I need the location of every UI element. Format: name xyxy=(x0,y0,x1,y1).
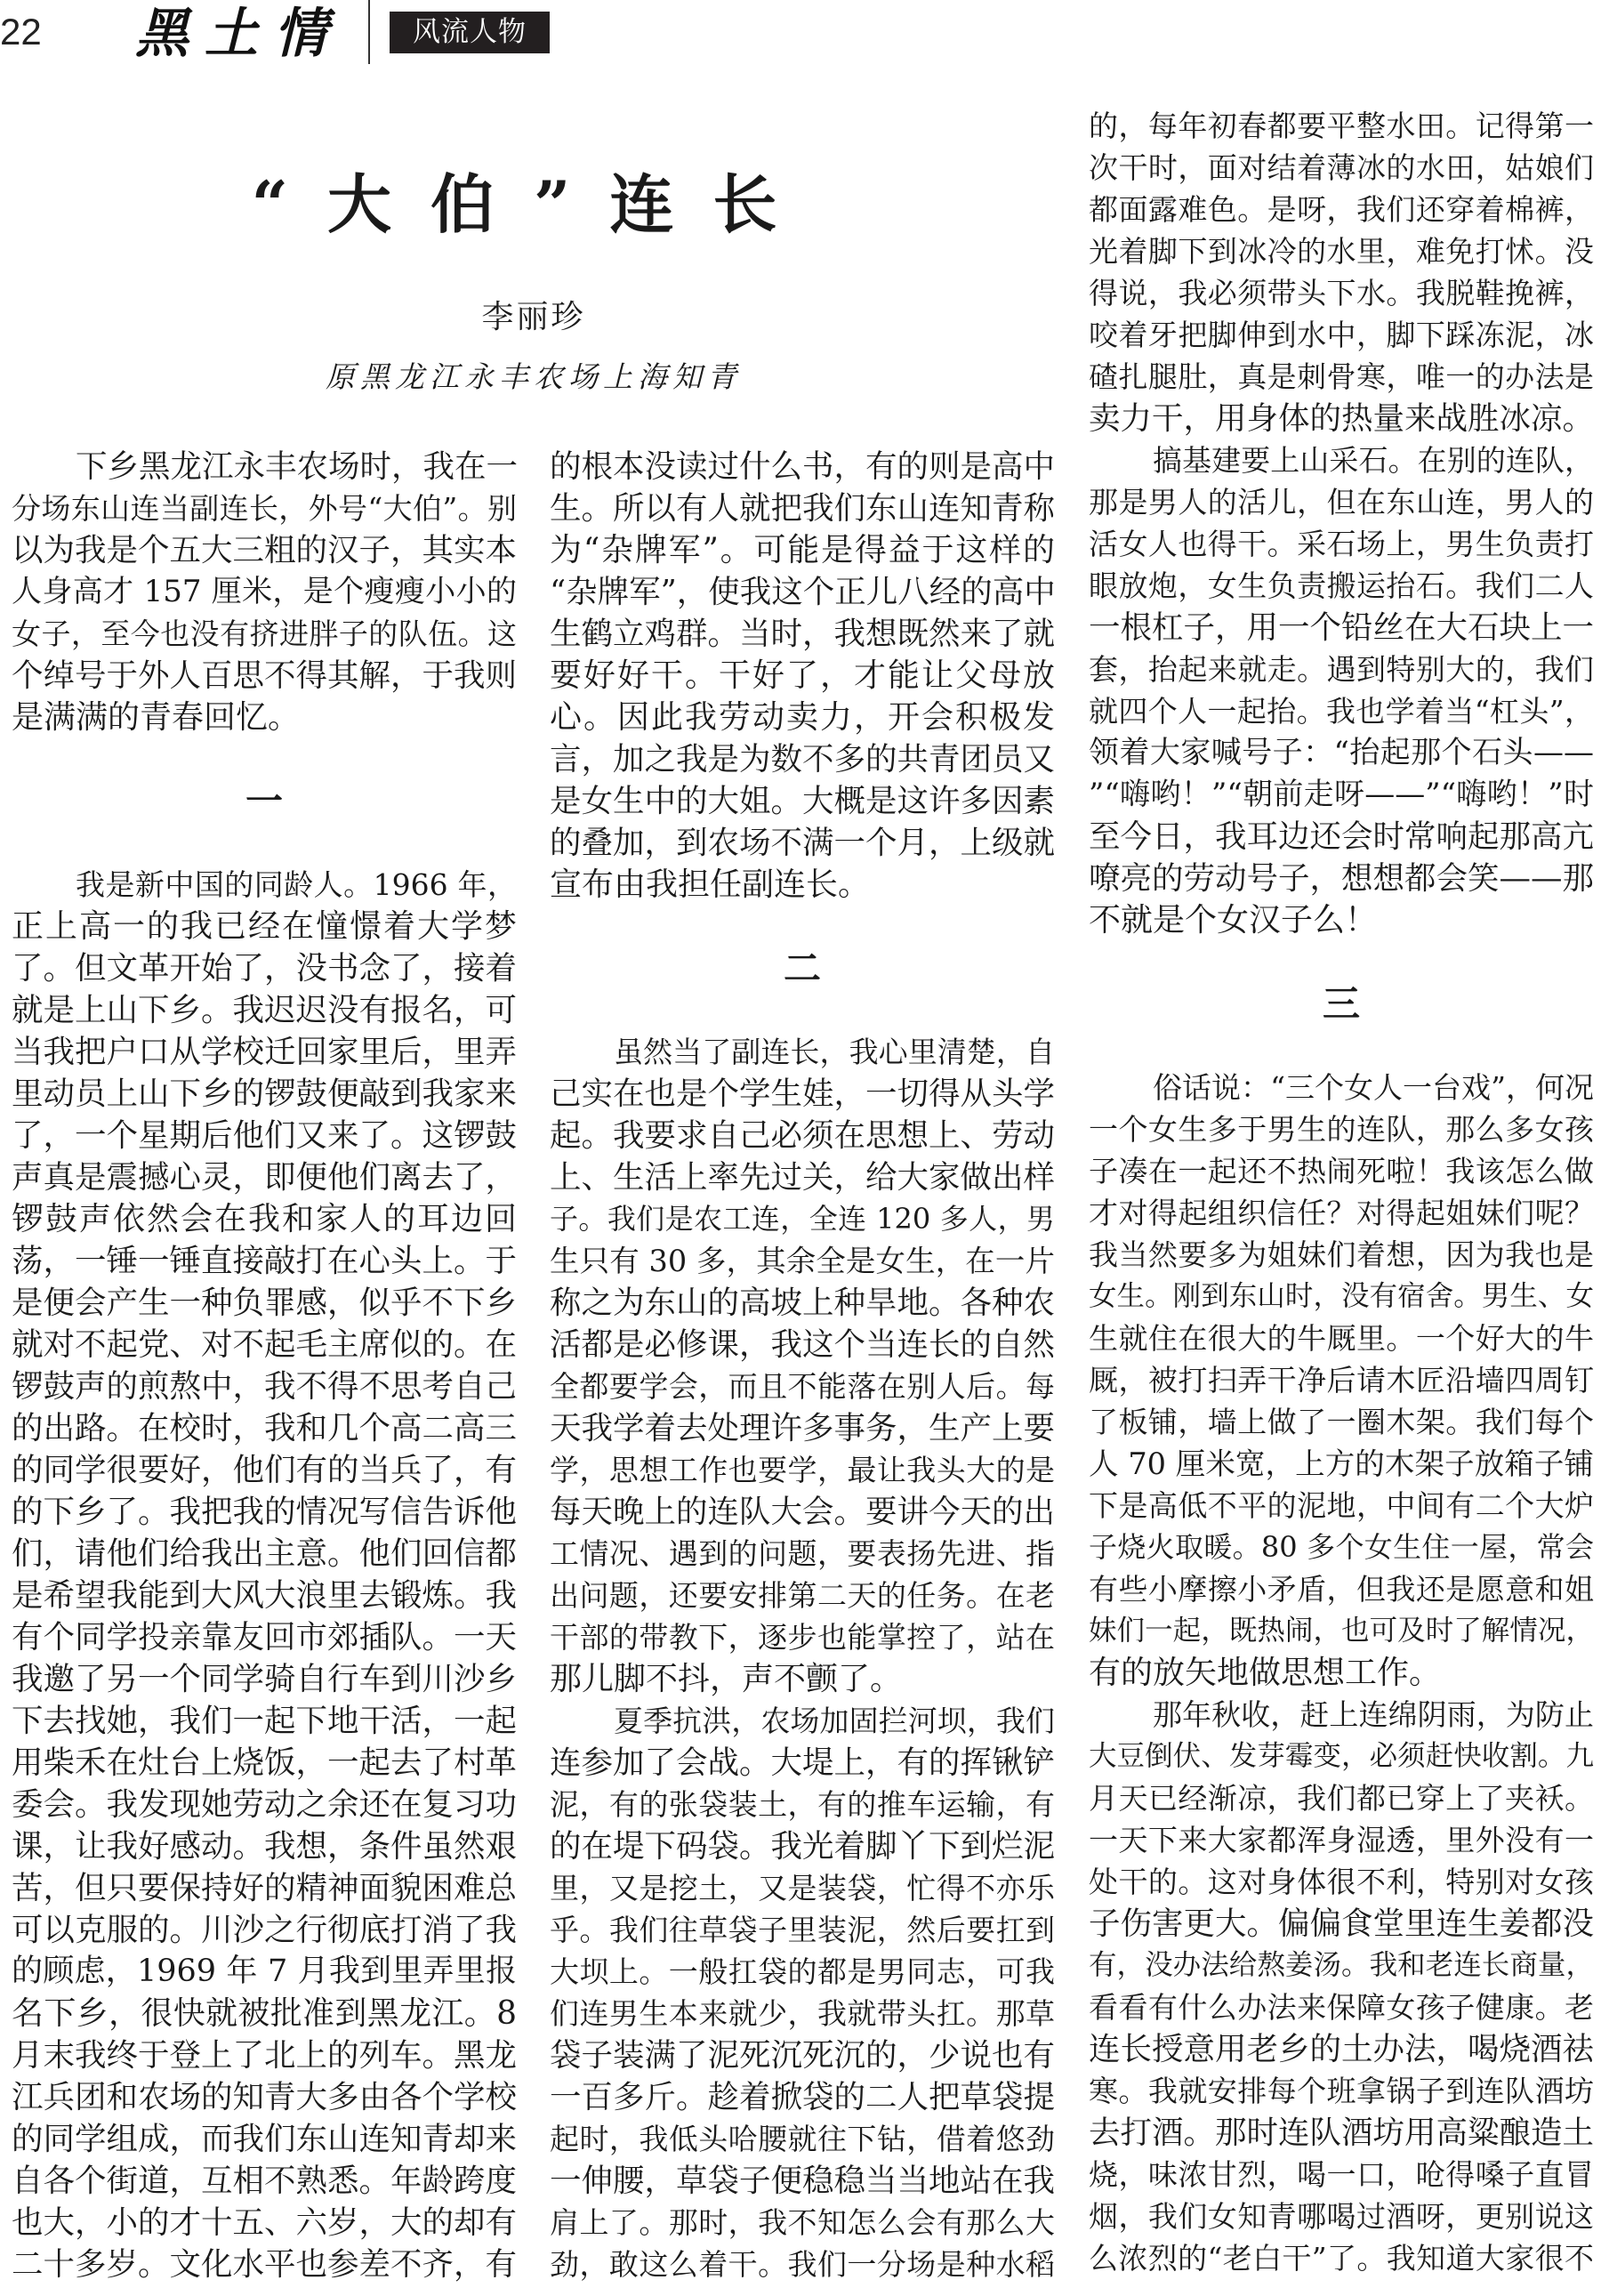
text-line: 女生。刚到东山时，没有宿舍。男生、女 xyxy=(1089,1280,1594,1312)
text-line: 干部的带教下，逐步也能掌控了，站在 xyxy=(550,1620,1055,1655)
text-line: 活女人也得干。采石场上，男生负责打 xyxy=(1089,527,1594,561)
text-line: 下去找她，我们一起下地干活，一起 xyxy=(12,1703,518,1739)
section-heading: 三 xyxy=(1322,982,1360,1026)
text-line: 领着大家喊号子：“抬起那个石头—— xyxy=(1089,735,1594,770)
text-line: 名下乡，很快就被批准到黑龙江。8 xyxy=(12,1995,517,2032)
text-line: 用柴禾在灶台上烧饭，一起去了村革 xyxy=(12,1744,518,1781)
text-line: 每天晚上的连队大会。要讲今天的出 xyxy=(550,1494,1056,1530)
text-line: 有个同学投亲靠友回市郊插队。一天 xyxy=(12,1619,518,1656)
text-line: 了。但文革开始了，没书念了，接着 xyxy=(12,950,518,987)
text-line: 那儿脚不抖，声不颤了。 xyxy=(550,1661,903,1697)
text-line: 劲，敢这么着干。我们一分场是种水稻 xyxy=(550,2247,1055,2282)
text-line: 全都要学会，而且不能落在别人后。每 xyxy=(550,1369,1055,1404)
text-line: 子。我们是农工连，全连 120 多人，男 xyxy=(550,1202,1055,1236)
text-line: 光着脚下到冰冷的水里，难免打怵。没 xyxy=(1089,234,1594,269)
text-line: 么浓烈的“老白干”了。我知道大家很不 xyxy=(1089,2241,1594,2276)
text-line: 里，又是挖土，又是装袋，忙得不亦乐 xyxy=(550,1871,1055,1905)
text-line: 不就是个女汉子么！ xyxy=(1089,902,1378,939)
text-column-2 xyxy=(550,446,1055,2285)
text-line: 那年秋收，赶上连绵阴雨，为防止 xyxy=(1153,1697,1594,1732)
text-line: 夏季抗洪，农场加固拦河坝，我们 xyxy=(614,1704,1055,1738)
text-line: 起时，我低头哈腰就往下钻，借着悠劲 xyxy=(550,2122,1055,2156)
text-line: 个绰号于外人百思不得其解，于我则 xyxy=(12,657,518,694)
paragraph xyxy=(550,446,1055,906)
text-line: 生。所以有人就把我们东山连知青称 xyxy=(550,490,1056,527)
text-line: 乎。我们往草袋子里装泥，然后要扛到 xyxy=(550,1913,1055,1947)
text-line: 们连男生本来就少，我就带头扛。那草 xyxy=(550,1996,1055,2031)
text-column-3 xyxy=(1089,105,1594,2279)
text-line: 我是新中国的同龄人。1966 年， xyxy=(76,867,517,902)
text-line: 以为我是个五大三粗的汉子，其实本 xyxy=(12,532,518,568)
text-line: 一天下来大家都浑身湿透，里外没有一 xyxy=(1089,1823,1594,1857)
text-line: 了，一个星期后他们又来了。这锣鼓 xyxy=(12,1117,518,1154)
text-line: 是女生中的大姐。大概是这许多因素 xyxy=(550,783,1056,819)
text-line: 虽然当了副连长，我心里清楚，自 xyxy=(614,1035,1055,1069)
article-author: 李丽珍 xyxy=(481,299,586,335)
author-note: 原黑龙江永丰农场上海知青 xyxy=(326,359,742,394)
text-line: 有，没办法给熬姜汤。我和老连长商量， xyxy=(1089,1949,1594,1981)
text-line: 次干时，面对结着薄冰的水田，姑娘们 xyxy=(1089,150,1594,185)
text-line: 分场东山连当副连长，外号“大伯”。别 xyxy=(12,491,517,526)
text-line: 的在堤下码袋。我光着脚丫下到烂泥 xyxy=(550,1828,1056,1865)
text-line: 去打酒。那时连队酒坊用高粱酿造土 xyxy=(1089,2115,1595,2151)
text-line: 眼放炮，女生负责搬运抬石。我们二人 xyxy=(1089,568,1594,603)
text-line: 荡，一锤一锤直接敲打在心头上。于 xyxy=(12,1243,518,1279)
text-line: 的，每年初春都要平整水田。记得第一 xyxy=(1089,109,1594,143)
paragraph xyxy=(1089,439,1594,941)
text-line: 的同学很要好，他们有的当兵了，有 xyxy=(12,1452,518,1488)
text-line: 至今日，我耳边还会时常响起那高亢 xyxy=(1089,818,1595,855)
text-line: 子烧火取暖。80 多个女生住一屋，常会 xyxy=(1089,1530,1594,1564)
text-line: 就对不起党、对不起毛主席似的。在 xyxy=(12,1326,518,1363)
text-line: 子凑在一起还不热闹死啦！我该怎么做 xyxy=(1089,1154,1594,1188)
text-line: 天我学着去处理许多事务，生产上要 xyxy=(550,1410,1056,1446)
text-line: 工情况、遇到的问题，要表扬先进、指 xyxy=(550,1536,1055,1571)
text-line: 有些小摩擦小矛盾，但我还是愿意和姐 xyxy=(1089,1572,1594,1607)
text-line: 锣鼓声依然会在我和家人的耳边回 xyxy=(12,1201,517,1237)
text-line: 得说，我必须带头下水。我脱鞋挽裤， xyxy=(1089,276,1594,310)
text-line: 学，思想工作也要学，最让我头大的是 xyxy=(550,1453,1055,1487)
text-line: 己实在也是个学生娃，一切得从头学 xyxy=(550,1075,1056,1112)
text-line: 上、生活上率先过关，给大家做出样 xyxy=(550,1159,1056,1196)
text-line: 肩上了。那时，我不知怎么会有那么大 xyxy=(550,2205,1055,2240)
text-line: 的同学组成，而我们东山连知青却来 xyxy=(12,2121,518,2157)
text-line: 我当然要多为姐妹们着想，因为我也是 xyxy=(1089,1237,1594,1272)
text-line: 一个女生多于男生的连队，那么多女孩 xyxy=(1089,1112,1594,1147)
text-line: 们，请他们给我出主意。他们回信都 xyxy=(12,1535,518,1572)
text-line: 是便会产生一种负罪感，似乎不下乡 xyxy=(12,1285,518,1321)
text-line: 就四个人一起抬。我也学着当“杠头”， xyxy=(1089,694,1594,729)
paragraph xyxy=(550,1700,1055,2285)
paragraph xyxy=(550,1031,1055,1700)
text-line: 有的放矢地做思想工作。 xyxy=(1089,1655,1442,1691)
text-line: 生只有 30 多，其余全是女生，在一片 xyxy=(550,1244,1055,1278)
text-line: 的下乡了。我把我的情况写信告诉他 xyxy=(12,1494,518,1530)
text-line: 下是高低不平的泥地，中间有二个大炉 xyxy=(1089,1488,1594,1523)
text-line: 宣布由我担任副连长。 xyxy=(550,866,871,903)
text-line: 女子，至今也没有挤进胖子的队伍。这 xyxy=(12,616,517,651)
text-line: 苦，但只要保持好的精神面貌困难总 xyxy=(12,1870,518,1906)
text-line: 课，让我好感动。我想，条件虽然艰 xyxy=(12,1828,518,1865)
text-line: 是希望我能到大风大浪里去锻炼。我 xyxy=(12,1577,518,1614)
text-line: 为“杂牌军”。可能是得益于这样的 xyxy=(550,532,1055,568)
text-column-1 xyxy=(12,446,517,2285)
text-line: 厩，被打扫弄干净后请木匠沿墙四周钉 xyxy=(1089,1363,1594,1398)
text-line: 声真是震撼心灵，即便他们离去了， xyxy=(12,1159,518,1196)
text-line: 一根杠子，用一个铅丝在大石块上一 xyxy=(1089,609,1595,646)
text-line: 我邀了另一个同学骑自行车到川沙乡 xyxy=(12,1661,518,1697)
page-number: 22 xyxy=(0,11,42,52)
text-line: 锣鼓声的煎熬中，我不得不思考自己 xyxy=(12,1368,518,1405)
text-line: 看看有什么办法来保障女孩子健康。老 xyxy=(1089,1990,1594,2025)
text-line: 大坝上。一般扛袋的都是男同志，可我 xyxy=(550,1954,1055,1989)
text-line: 都面露难色。是呀，我们还穿着棉裤， xyxy=(1089,192,1594,227)
paragraph xyxy=(1089,1067,1594,1694)
text-line: 烧，味浓甘烈，喝一口，呛得嗓子直冒 xyxy=(1089,2157,1594,2192)
text-line: 人 70 厘米宽，上方的木架子放箱子铺 xyxy=(1089,1446,1594,1481)
text-line: 称之为东山的高坡上种旱地。各种农 xyxy=(550,1285,1056,1321)
text-line: 俗话说：“三个女人一台戏”，何况 xyxy=(1153,1070,1594,1105)
text-line: ”“嗨哟！”“朝前走呀——”“嗨哟！”时 xyxy=(1089,777,1594,812)
text-line: 委会。我发现她劳动之余还在复习功 xyxy=(12,1786,518,1823)
text-line: 嘹亮的劳动号子，想想都会笑——那 xyxy=(1089,860,1595,897)
text-line: 子伤害更大。偏偏食堂里连生姜都没 xyxy=(1089,1905,1595,1942)
text-line: 搞基建要上山采石。在别的连队， xyxy=(1153,443,1594,478)
text-line: 活都是必修课，我这个当连长的自然 xyxy=(550,1326,1056,1363)
text-line: 妹们一起，既热闹，也可及时了解情况， xyxy=(1089,1615,1594,1647)
text-line: 的顾虑，1969 年 7 月我到里弄里报 xyxy=(12,1954,517,1989)
text-line: 的叠加，到农场不满一个月，上级就 xyxy=(550,825,1056,861)
text-line: 了板铺，墙上做了一圈木架。我们每个 xyxy=(1089,1405,1594,1439)
text-line: 就是上山下乡。我迟迟没有报名，可 xyxy=(12,992,518,1028)
text-line: 下乡黑龙江永丰农场时，我在一 xyxy=(76,448,519,485)
header-divider xyxy=(368,0,370,64)
text-line: 月天已经渐凉，我们都已穿上了夹袄。 xyxy=(1089,1781,1594,1816)
text-line: 月末我终于登上了北上的列车。黑龙 xyxy=(12,2037,518,2074)
text-line: 寒。我就安排每个班拿锅子到连队酒坊 xyxy=(1089,2074,1594,2108)
text-line: 套，抬起来就走。遇到特别大的，我们 xyxy=(1089,652,1594,687)
text-line: 连长授意用老乡的土办法，喝烧酒祛 xyxy=(1089,2031,1595,2067)
section-heading: 二 xyxy=(783,947,821,990)
text-line: 生就住在很大的牛厩里。一个好大的牛 xyxy=(1089,1321,1594,1356)
text-line: 连参加了会战。大堤上，有的挥锹铲 xyxy=(550,1744,1056,1781)
text-line: 才对得起组织信任？对得起姐妹们呢？ xyxy=(1089,1196,1594,1230)
section-heading: 一 xyxy=(245,779,283,823)
text-line: 咬着牙把脚伸到水中，脚下踩冻泥，冰 xyxy=(1089,318,1594,352)
text-line: 也大，小的才十五、六岁，大的却有 xyxy=(12,2204,518,2241)
text-line: 生鹤立鸡群。当时，我想既然来了就 xyxy=(550,616,1056,652)
text-line: 言，加之我是为数不多的共青团员又 xyxy=(550,741,1056,777)
text-line: 可以克服的。川沙之行彻底打消了我 xyxy=(12,1912,518,1948)
text-line: 烟，我们女知青哪喝过酒呀，更别说这 xyxy=(1089,2199,1594,2234)
text-line: “杂牌军”，使我这个正儿八经的高中 xyxy=(550,574,1056,610)
paragraph xyxy=(12,864,517,2285)
text-line: 泥，有的张袋装土，有的推车运输，有 xyxy=(550,1787,1055,1822)
text-line: 要好好干。干好了，才能让父母放 xyxy=(550,657,1055,694)
text-line: 正上高一的我已经在憧憬着大学梦 xyxy=(12,908,517,945)
text-line: 的根本没读过什么书，有的则是高中 xyxy=(550,448,1056,485)
text-line: 当我把户口从学校迁回家里后，里弄 xyxy=(12,1034,518,1070)
text-line: 起。我要求自己必须在思想上、劳动 xyxy=(550,1117,1056,1154)
text-line: 是满满的青春回忆。 xyxy=(12,699,301,736)
paragraph xyxy=(1089,1694,1594,2279)
text-line: 那是男人的活儿，但在东山连，男人的 xyxy=(1089,485,1594,520)
magazine-logo: 黑土情 xyxy=(135,3,343,65)
text-line: 一伸腰，草袋子便稳稳当当地站在我 xyxy=(550,2163,1056,2199)
text-line: 人身高才 157 厘米，是个瘦瘦小小的 xyxy=(12,574,517,609)
text-line: 卖力干，用身体的热量来战胜冰凉。 xyxy=(1089,400,1595,437)
text-line: 一百多斤。趁着掀袋的二人把草袋提 xyxy=(550,2079,1056,2115)
text-line: 里动员上山下乡的锣鼓便敲到我家来 xyxy=(12,1075,518,1112)
text-line: 的出路。在校时，我和几个高二高三 xyxy=(12,1410,518,1446)
section-badge: 风流人物 xyxy=(390,12,550,53)
text-line: 江兵团和农场的知青大多由各个学校 xyxy=(12,2079,518,2115)
text-line: 大豆倒伏、发芽霉变，必须赶快收割。九 xyxy=(1089,1740,1594,1772)
text-line: 心。因此我劳动卖力，开会积极发 xyxy=(550,699,1055,736)
paragraph xyxy=(1089,105,1594,439)
text-line: 处干的。这对身体很不利，特别对女孩 xyxy=(1089,1865,1594,1899)
text-line: 自各个街道，互相不熟悉。年龄跨度 xyxy=(12,2163,518,2199)
text-line: 二十多岁。文化水平也参差不齐，有 xyxy=(12,2246,518,2283)
article-title: “大伯”连长 xyxy=(251,166,817,242)
text-line: 碴扎腿肚，真是刺骨寒，唯一的办法是 xyxy=(1089,359,1594,394)
text-line: 出问题，还要安排第二天的任务。在老 xyxy=(550,1578,1055,1613)
paragraph xyxy=(12,446,517,738)
text-line: 袋子装满了泥死沉死沉的，少说也有 xyxy=(550,2037,1056,2074)
